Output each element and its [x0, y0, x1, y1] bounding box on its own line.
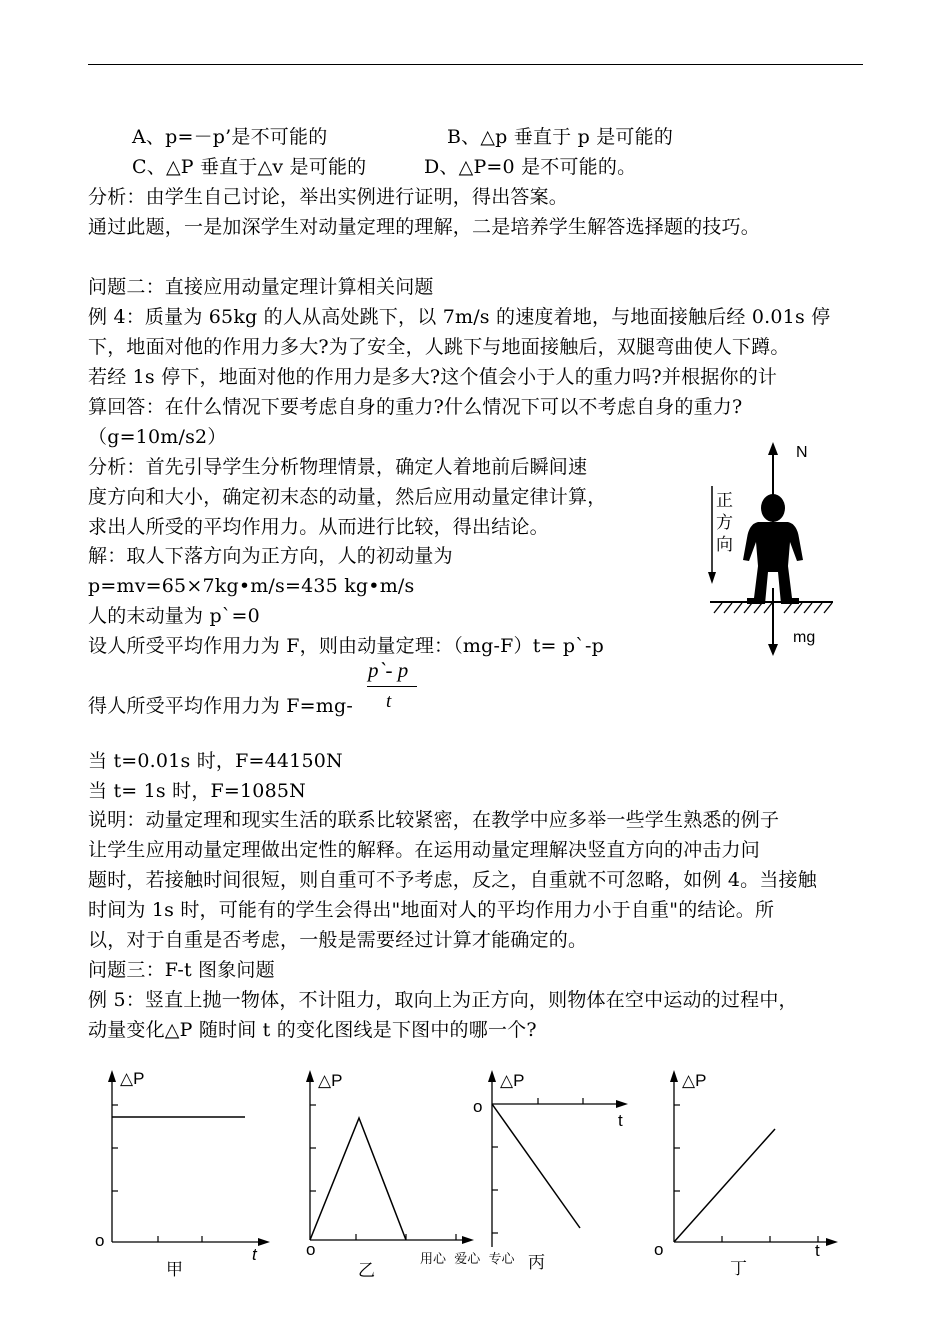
person-silhouette [743, 494, 803, 604]
solution-line: p=mv=65×7kg•m/s=435 kg•m/s [88, 575, 415, 597]
graph-ding [650, 1062, 850, 1282]
fraction-numerator: p`- p [368, 658, 409, 682]
graph-name: 甲 [166, 1260, 183, 1279]
fraction-bar [367, 686, 417, 687]
x-axis-label: t [815, 1241, 820, 1260]
option-b: B、△p 垂直于 p 是可能的 [447, 126, 674, 148]
graph-name: 丙 [528, 1253, 545, 1272]
force-up-label: N [796, 444, 808, 461]
direction-char: 正 [716, 491, 733, 510]
explanation-line: 说明：动量定理和现实生活的联系比较紧密，在教学中应多举一些学生熟悉的例子 [88, 809, 780, 831]
person-force-figure [700, 438, 850, 668]
example-4-line: （g=10m/s2） [88, 426, 227, 448]
graph-bing-curve [492, 1104, 580, 1228]
result-line: 当 t=0.01s 时，F=44150N [88, 750, 343, 772]
example-4-line: 算回答：在什么情况下要考虑自身的重力?什么情况下可以不考虑自身的重力? [88, 396, 743, 418]
question-3-title: 问题三：F-t 图象问题 [88, 959, 275, 981]
y-axis-label: △P [318, 1071, 343, 1090]
force-down-label: mg [793, 629, 816, 646]
example-5-line: 动量变化△P 随时间 t 的变化图线是下图中的哪一个? [88, 1019, 537, 1041]
example-4-analysis: 度方向和大小，确定初末态的动量，然后应用动量定律计算， [88, 486, 607, 508]
graph-name: 乙 [358, 1261, 375, 1280]
explanation-line: 以，对于自重是否考虑，一般是需要经过计算才能确定的。 [88, 929, 588, 951]
header-rule [88, 64, 863, 65]
graph-ding-curve [674, 1129, 775, 1242]
option-a: A、p=－p’是不可能的 [132, 126, 328, 148]
example-5-line: 例 5：竖直上抛一物体，不计阻力，取向上为正方向，则物体在空中运动的过程中， [88, 989, 798, 1011]
example-4-line: 下，地面对他的作用力多大?为了安全，人跳下与地面接触后，双腿弯曲使人下蹲。 [88, 336, 790, 358]
explanation-line: 题时，若接触时间很短，则自重可不予考虑，反之，自重就不可忽略，如例 4。当接触 [88, 869, 817, 891]
example-4-analysis: 求出人所受的平均作用力。从而进行比较，得出结论。 [88, 516, 549, 538]
option-c: C、△P 垂直于△v 是可能的 [132, 156, 367, 178]
solution-line: 人的末动量为 p`=0 [88, 605, 260, 627]
graph-name: 丁 [730, 1259, 747, 1278]
direction-char: 向 [716, 535, 733, 554]
origin-label: o [95, 1231, 105, 1250]
solution-line: 设人所受平均作用力为 F，则由动量定理：（mg-F）t= p`-p [88, 635, 604, 657]
option-d: D、△P=0 是不可能的。 [424, 156, 637, 178]
direction-char: 方 [716, 513, 733, 532]
x-axis-label: t [252, 1245, 257, 1264]
footer-text: 用心 爱心 专心 [420, 1252, 515, 1267]
explanation-line: 让学生应用动量定理做出定性的解释。在运用动量定理解决竖直方向的冲击力问 [88, 839, 761, 861]
origin-label: o [654, 1240, 664, 1259]
x-axis-label: t [618, 1111, 623, 1130]
explanation-line: 时间为 1s 时，可能有的学生会得出"地面对人的平均作用力小于自重"的结论。所 [88, 899, 775, 921]
graph-bing [468, 1062, 648, 1282]
y-axis-label: △P [500, 1071, 525, 1090]
origin-label: o [473, 1097, 483, 1116]
question-2-title: 问题二：直接应用动量定理计算相关问题 [88, 276, 434, 298]
y-axis-label: △P [120, 1069, 145, 1088]
example-4-line: 若经 1s 停下，地面对他的作用力是多大?这个值会小于人的重力吗?并根据你的计 [88, 366, 778, 388]
example-4-line: 例 4：质量为 65kg 的人从高处跳下，以 7m/s 的速度着地，与地面接触后经 0.01s 停 [88, 306, 831, 328]
result-line: 当 t= 1s 时，F=1085N [88, 780, 306, 802]
purpose-1: 通过此题，一是加深学生对动量定理的理解，二是培养学生解答选择题的技巧。 [88, 216, 761, 238]
graph-yi-curve [310, 1118, 406, 1240]
solution-line: 解：取人下落方向为正方向，人的初动量为 [88, 545, 453, 567]
analysis-1: 分析：由学生自己讨论，举出实例进行证明，得出答案。 [88, 186, 569, 208]
graph-jia [90, 1062, 280, 1282]
example-4-analysis: 分析：首先引导学生分析物理情景，确定人着地前后瞬间速 [88, 456, 588, 478]
fraction-denominator: t [386, 691, 392, 712]
y-axis-label: △P [682, 1071, 707, 1090]
origin-label: o [306, 1240, 316, 1259]
result-prefix: 得人所受平均作用力为 F=mg- [88, 695, 353, 717]
